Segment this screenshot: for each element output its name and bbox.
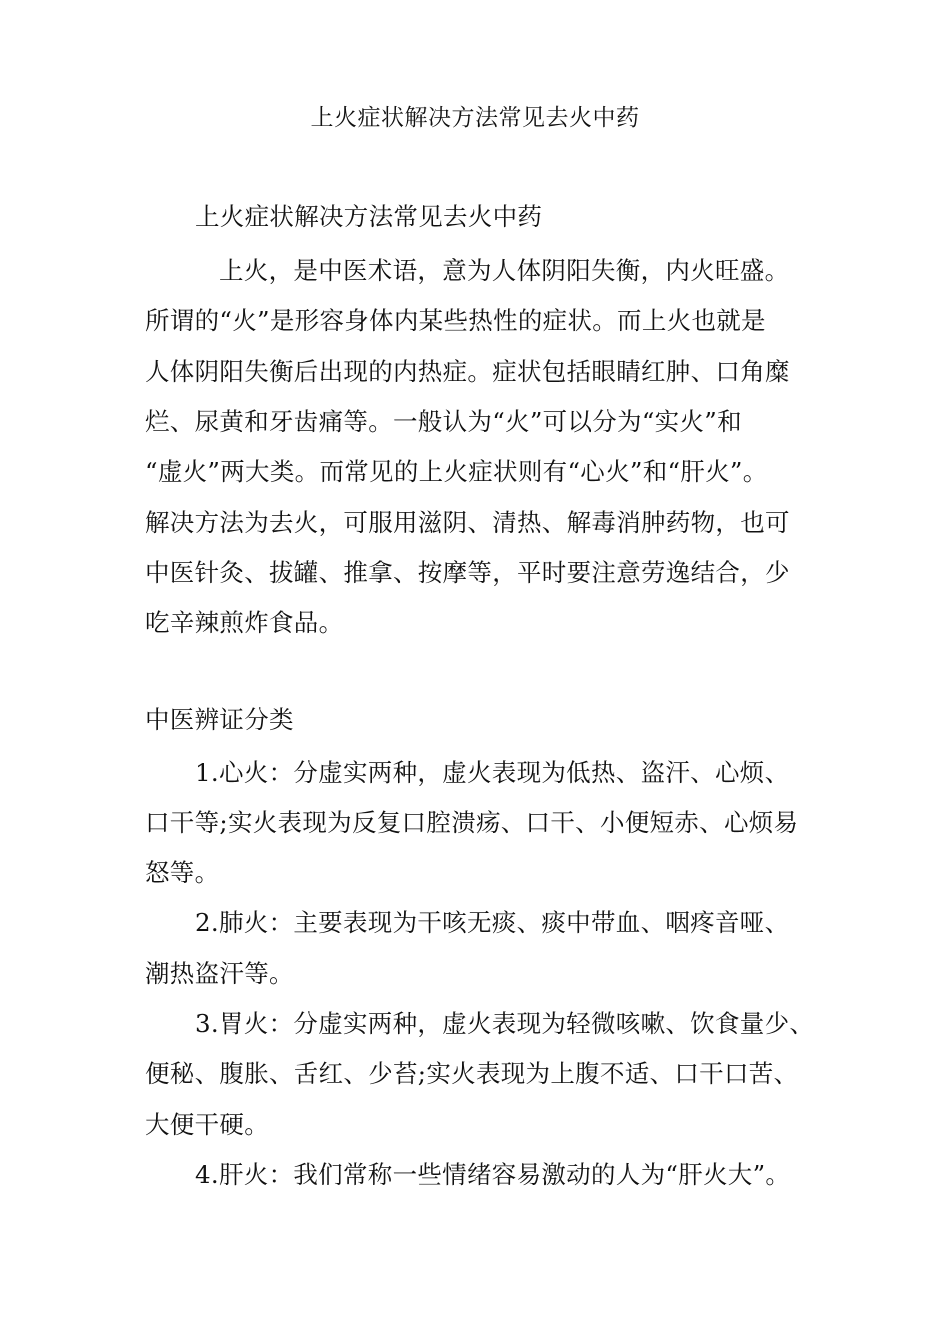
list-item-line: 口干等;实火表现为反复口腔溃疡、口干、小便短赤、心烦易 — [145, 808, 799, 837]
list-item-line: 大便干硬。 — [145, 1110, 269, 1139]
paragraph-line: 烂、尿黄和牙齿痛等。一般认为“火”可以分为“实火”和 — [145, 407, 742, 436]
document-subtitle: 上火症状解决方法常见去火中药 — [195, 202, 543, 231]
paragraph-line: 中医针灸、拔罐、推拿、按摩等，平时要注意劳逸结合，少 — [145, 558, 790, 587]
paragraph-line: 解决方法为去火，可服用滋阴、清热、解毒消肿药物，也可 — [145, 508, 790, 537]
paragraph-line: 人体阴阳失衡后出现的内热症。症状包括眼睛红肿、口角糜 — [145, 357, 790, 386]
list-item-line: 2.肺火：主要表现为干咳无痰、痰中带血、咽疼音哑、 — [195, 908, 790, 937]
list-item-line: 便秘、腹胀、舌红、少苔;实火表现为上腹不适、口干口苦、 — [145, 1059, 799, 1088]
paragraph-line: 上火，是中医术语，意为人体阴阳失衡，内火旺盛。 — [219, 256, 790, 285]
page-title: 上火症状解决方法常见去火中药 — [310, 105, 640, 131]
paragraph-line: 吃辛辣煎炸食品。 — [145, 608, 344, 637]
section-heading: 中医辨证分类 — [145, 705, 294, 734]
list-item-line: 3.胃火：分虚实两种，虚火表现为轻微咳嗽、饮食量少、 — [195, 1009, 815, 1038]
list-item-line: 潮热盗汗等。 — [145, 959, 294, 988]
paragraph-line: “虚火”两大类。而常见的上火症状则有“心火”和“肝火”。 — [145, 457, 768, 486]
paragraph-line: 所谓的“火”是形容身体内某些热性的症状。而上火也就是 — [145, 306, 766, 335]
list-item-line: 4.肝火：我们常称一些情绪容易激动的人为“肝火大”。 — [195, 1160, 791, 1189]
list-item-line: 1.心火：分虚实两种，虚火表现为低热、盗汗、心烦、 — [195, 758, 790, 787]
list-item-line: 怒等。 — [145, 858, 220, 887]
